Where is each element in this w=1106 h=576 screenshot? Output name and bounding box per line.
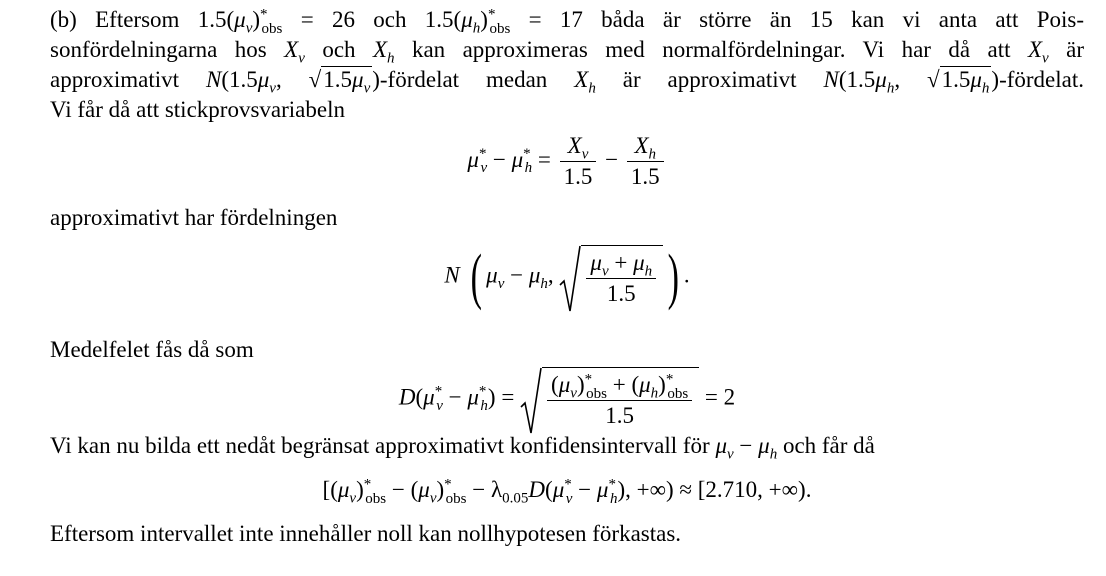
math-tail: , +∞) ≈ [2.710, +∞). [625, 477, 812, 502]
sqrt-variance [559, 245, 663, 309]
math-mu-h: μ [758, 433, 770, 458]
math-star: * [564, 476, 572, 493]
math-sub-h: h [480, 397, 488, 414]
math-X: X [574, 67, 589, 92]
math-mu-v: μ [552, 477, 565, 502]
math-mu-v: μ [486, 262, 498, 288]
math-star: * [584, 371, 593, 388]
math-star: * [608, 476, 616, 493]
math-star: * [665, 371, 674, 388]
math-sub-h: h [886, 80, 895, 97]
math-mu-v: μ [467, 146, 479, 172]
fraction-se: $\frac{(\mu_v)^*_{obs} + (\mu_h)^*_{obs}}{1.5}$ [547, 370, 692, 431]
paragraph-confidence-interval [50, 431, 1084, 461]
math-obs: obs [489, 20, 511, 37]
math-mu-h: μ [461, 7, 473, 32]
text-comma: , [894, 67, 927, 92]
math-minus: − [599, 146, 624, 172]
math-sub-v: v [349, 490, 357, 507]
math-sub-v: v [298, 50, 305, 67]
math-sub-v: v [1042, 50, 1049, 67]
math-X: X [567, 133, 582, 158]
text-line2a: sonfördelningarna hos [50, 37, 285, 62]
sqrt-term-v [321, 66, 372, 97]
math-mu-h: μ [596, 477, 609, 502]
math-mu-v: μ [352, 67, 364, 92]
math-sub-h: h [387, 50, 395, 67]
equation-normal-distribution [50, 233, 1084, 335]
equation-interval: [$(\mu_v)^*_{obs} - (\mu_v)^*_{obs} - \lambda_{0.05}D(\mu^*_v - \mu^*_h)$, +∞) ≈ [2.710, +∞). [322, 476, 812, 507]
document-page [50, 5, 1084, 549]
math-period: . [683, 262, 690, 288]
paragraph-distribution: approximativt har fördelningen [50, 205, 338, 230]
math-comma: , [547, 262, 554, 288]
math-plus: + [608, 250, 634, 275]
math-mu-h: μ [970, 67, 982, 92]
math-star: * [478, 383, 487, 400]
math-obs: obs [365, 490, 387, 507]
text-line3e: är approximativt [595, 67, 824, 92]
math-sub-h: h [588, 80, 596, 97]
math-bigparen-right: ) [667, 243, 680, 311]
math-sub-v: v [565, 490, 573, 507]
text-line3b: (1.5 [221, 67, 258, 92]
math-minus: − [733, 433, 759, 458]
fraction-variance [586, 248, 656, 309]
paragraph-conclusion: Eftersom intervallet inte innehåller noll kan nollhypotesen förkastas. [50, 521, 682, 546]
math-X: X [284, 37, 299, 62]
math-paren: ) [480, 7, 488, 32]
math-lambda-sub: 0.05 [502, 490, 529, 507]
math-star: * [434, 383, 443, 400]
math-star: * [363, 476, 372, 493]
text-lead: (b) Eftersom 1.5( [50, 7, 235, 32]
math-D: D [528, 477, 546, 502]
math-X: X [634, 133, 649, 158]
math-star: * [478, 146, 487, 163]
radical-sign [559, 245, 581, 315]
math-sub-v: v [581, 146, 589, 163]
math-sub-v: v [497, 275, 505, 292]
math-sub-v: v [601, 263, 609, 280]
paragraph-intro [50, 5, 1084, 35]
math-mu-h: μ [528, 262, 541, 288]
math-equals: = [532, 146, 557, 172]
paragraph-standard-error: Medelfelet fås då som [50, 337, 254, 362]
math-star: * [260, 6, 268, 23]
math-star: * [444, 476, 452, 493]
math-mu-v: μ [257, 67, 270, 92]
math-minus: − [572, 477, 597, 502]
math-sub-h: h [648, 146, 657, 163]
math-minus: − [487, 146, 512, 172]
math-obs: obs [586, 385, 607, 402]
text-line2c: kan approximeras med normalfördelningar. Vi har då att [394, 37, 1028, 62]
math-sub-h: h [540, 275, 548, 292]
math-sub-v: v [480, 160, 488, 177]
text-line3a: approximativt [50, 67, 206, 92]
text-comma: , [275, 67, 309, 92]
fraction-xh [627, 131, 664, 192]
math-mu-v: μ [337, 477, 350, 502]
math-equals: = [495, 384, 521, 410]
math-15: 1.5 [323, 67, 353, 92]
math-paren: ) [252, 7, 261, 32]
equation-standard-error: $D(\mu^*_v - \mu^*_h)$ = $\frac{(\mu_v)^*_{obs} + (\mu_h)^*_{obs}}{1.5}$ = 2 [50, 365, 1084, 431]
text-line3b: (1.5 [838, 67, 876, 92]
math-sub-v: v [436, 397, 443, 414]
math-N: N [444, 262, 460, 288]
math-mu-v: μ [234, 7, 246, 32]
text-eq17: = 17 båda är större än 15 kan vi anta att Pois- [510, 7, 1084, 32]
math-sub-v: v [570, 385, 577, 402]
math-sub-h: h [472, 20, 481, 37]
math-star: * [523, 146, 531, 163]
math-D: D [398, 384, 416, 410]
math-mu-h: μ [639, 372, 651, 397]
math-sub-h: h [644, 263, 653, 280]
math-sub-h: h [609, 490, 618, 507]
math-sub-v: v [726, 446, 734, 463]
math-X: X [372, 37, 388, 62]
math-lambda: λ [490, 477, 503, 502]
math-den: 1.5 [630, 164, 660, 189]
math-obs: obs [261, 20, 283, 37]
math-mu-v: μ [558, 372, 571, 397]
math-mu-h: μ [467, 384, 479, 410]
math-N: N [823, 67, 839, 92]
math-bigparen-left: ( [470, 243, 482, 311]
math-minus: − [504, 262, 529, 288]
math-minus: − [466, 477, 491, 502]
sqrt-term-h [940, 66, 992, 97]
math-mu-v: μ [715, 433, 727, 458]
text-ci-a: Vi kan nu bilda ett nedåt begränsat approximativt konfidensintervall för [50, 433, 716, 458]
math-sub-v: v [429, 490, 437, 507]
text-line3f: )-fördelat. [991, 67, 1085, 92]
text-line2d: är [1048, 37, 1084, 62]
math-obs: obs [667, 385, 689, 402]
math-star: * [487, 6, 496, 23]
paragraph-line2 [50, 35, 1084, 65]
math-den: 1.5 [563, 164, 593, 189]
math-mu-v: μ [423, 384, 435, 410]
math-mu-h: μ [633, 250, 645, 275]
paragraph-line3: approximativt $N(1.5\mu_v$, $√1.5\mu_v$)-fördelat medan $X_h$ är approximativt $N(1.5\mu_h$, $√1.5\mu_h$)-fördelat. [50, 67, 1085, 97]
text-eq26: = 26 och 1.5( [282, 7, 462, 32]
math-N: N [205, 67, 222, 92]
math-sub-v: v [363, 80, 371, 97]
fraction-xv [560, 131, 597, 192]
equation-sample-variable [50, 125, 1084, 203]
math-mu-v: μ [418, 477, 430, 502]
math-result: = 2 [699, 384, 736, 410]
math-den: 1.5 [606, 281, 636, 306]
math-obs: obs [445, 490, 467, 507]
math-mu-v: μ [590, 250, 602, 275]
math-sub-v: v [245, 20, 253, 37]
math-minus: − [442, 384, 468, 410]
text-line2b: och [304, 37, 373, 62]
math-den: 1.5 [605, 403, 634, 428]
math-minus: − [386, 477, 411, 502]
math-sub-v: v [269, 80, 276, 97]
radical-sign [520, 367, 542, 437]
paragraph-line4: Vi får då att stickprovsvariabeln [50, 97, 345, 122]
math-sub-h: h [524, 160, 533, 177]
sqrt-se [520, 367, 699, 431]
math-sub-h: h [981, 80, 990, 97]
math-15: 1.5 [941, 67, 971, 92]
math-X: X [1027, 37, 1043, 62]
text-line3d: )-fördelat medan [372, 67, 575, 92]
math-mu-h: μ [875, 67, 887, 92]
math-sub-h: h [769, 446, 778, 463]
text-ci-b: och får då [777, 433, 875, 458]
math-sub-h: h [650, 385, 659, 402]
math-mu-h: μ [511, 146, 524, 172]
math-plus: + [606, 372, 632, 397]
